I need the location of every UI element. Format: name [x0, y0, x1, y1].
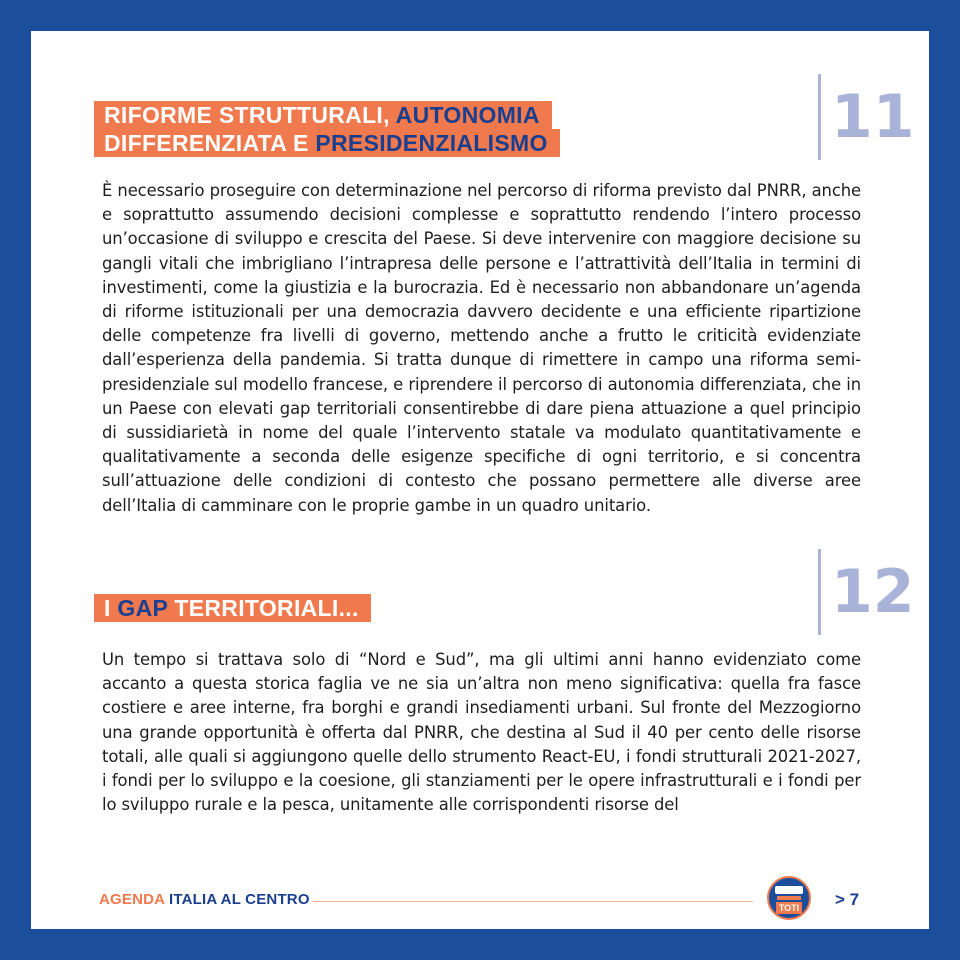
section-title-11: [94, 101, 560, 157]
title-line-12: I GAP TERRITORIALI...: [94, 594, 371, 622]
footer-divider: [313, 901, 753, 902]
document-page: [31, 31, 929, 929]
section-title-12: [94, 594, 371, 622]
footer: [99, 877, 869, 921]
party-logo-icon: TOTI: [767, 876, 811, 920]
page-number: > 7: [835, 890, 860, 909]
footer-brand: AGENDA ITALIA AL CENTRO: [99, 891, 310, 908]
section-body-11: È necessario proseguire con determinazione nel percorso di riforma previsto dal PNRR, anche e soprattutto assumendo decisioni complesse e soprattutto rendendo l’intero processo un’occasione di sviluppo e crescita del Paese. Si deve intervenire con maggiore decisione su gangli vitali che imbrigliano l’intrapresa delle persone e l’attrattività dell’Italia in termini di investimenti, come la giustizia e la burocrazia. Ed è necessario non abbandonare un’agenda di riforme istituzionali per una democrazia davvero decidente e una efficiente ripartizione delle competenze fra livelli di governo, mettendo anche a frutto le criticità evidenziate dall’esperienza della pandemia. Si tratta dunque di rimettere in campo una riforma semi-presidenziale sul modello francese, e riprendere il percorso di autonomia differenziata, che in un Paese con elevati gap territoriali consentirebbe di dare piena attuazione a quel principio di sussidiarietà in nome del quale l’intervento statale va modulato quantitativamente e qualitativamente a seconda delle esigenze specifiche di ogni territorio, e si concentra sull’attuazione delle condizioni di contesto che possano permettere alle diverse aree dell’Italia di camminare con le proprie gambe in un quadro unitario.: [102, 181, 861, 515]
section-number-12: 12: [818, 549, 908, 635]
section-number-11: 11: [818, 74, 908, 160]
title-line-1: RIFORME STRUTTURALI, AUTONOMIA: [94, 101, 552, 129]
title-line-2: DIFFERENZIATA E PRESIDENZIALISMO: [94, 129, 560, 157]
section-body-12: Un tempo si trattava solo di “Nord e Sud”, ma gli ultimi anni hanno evidenziato come accanto a questa storica faglia ve ne sia un’altra non meno significativa: quella fra fasce costiere e aree interne, fra borghi e grandi insediamenti urbani. Sul fronte del Mezzogiorno una grande opportunità è offerta dal PNRR, che destina al Sud il 40 per cento delle risorse totali, alle quali si aggiungono quelle dello strumento React-EU, i fondi strutturali 2021-2027, i fondi per lo sviluppo e la coesione, gli stanziamenti per le opere infrastrutturali e i fondi per lo sviluppo rurale e la pesca, unitamente alle corrispondenti risorse del: [102, 650, 861, 815]
